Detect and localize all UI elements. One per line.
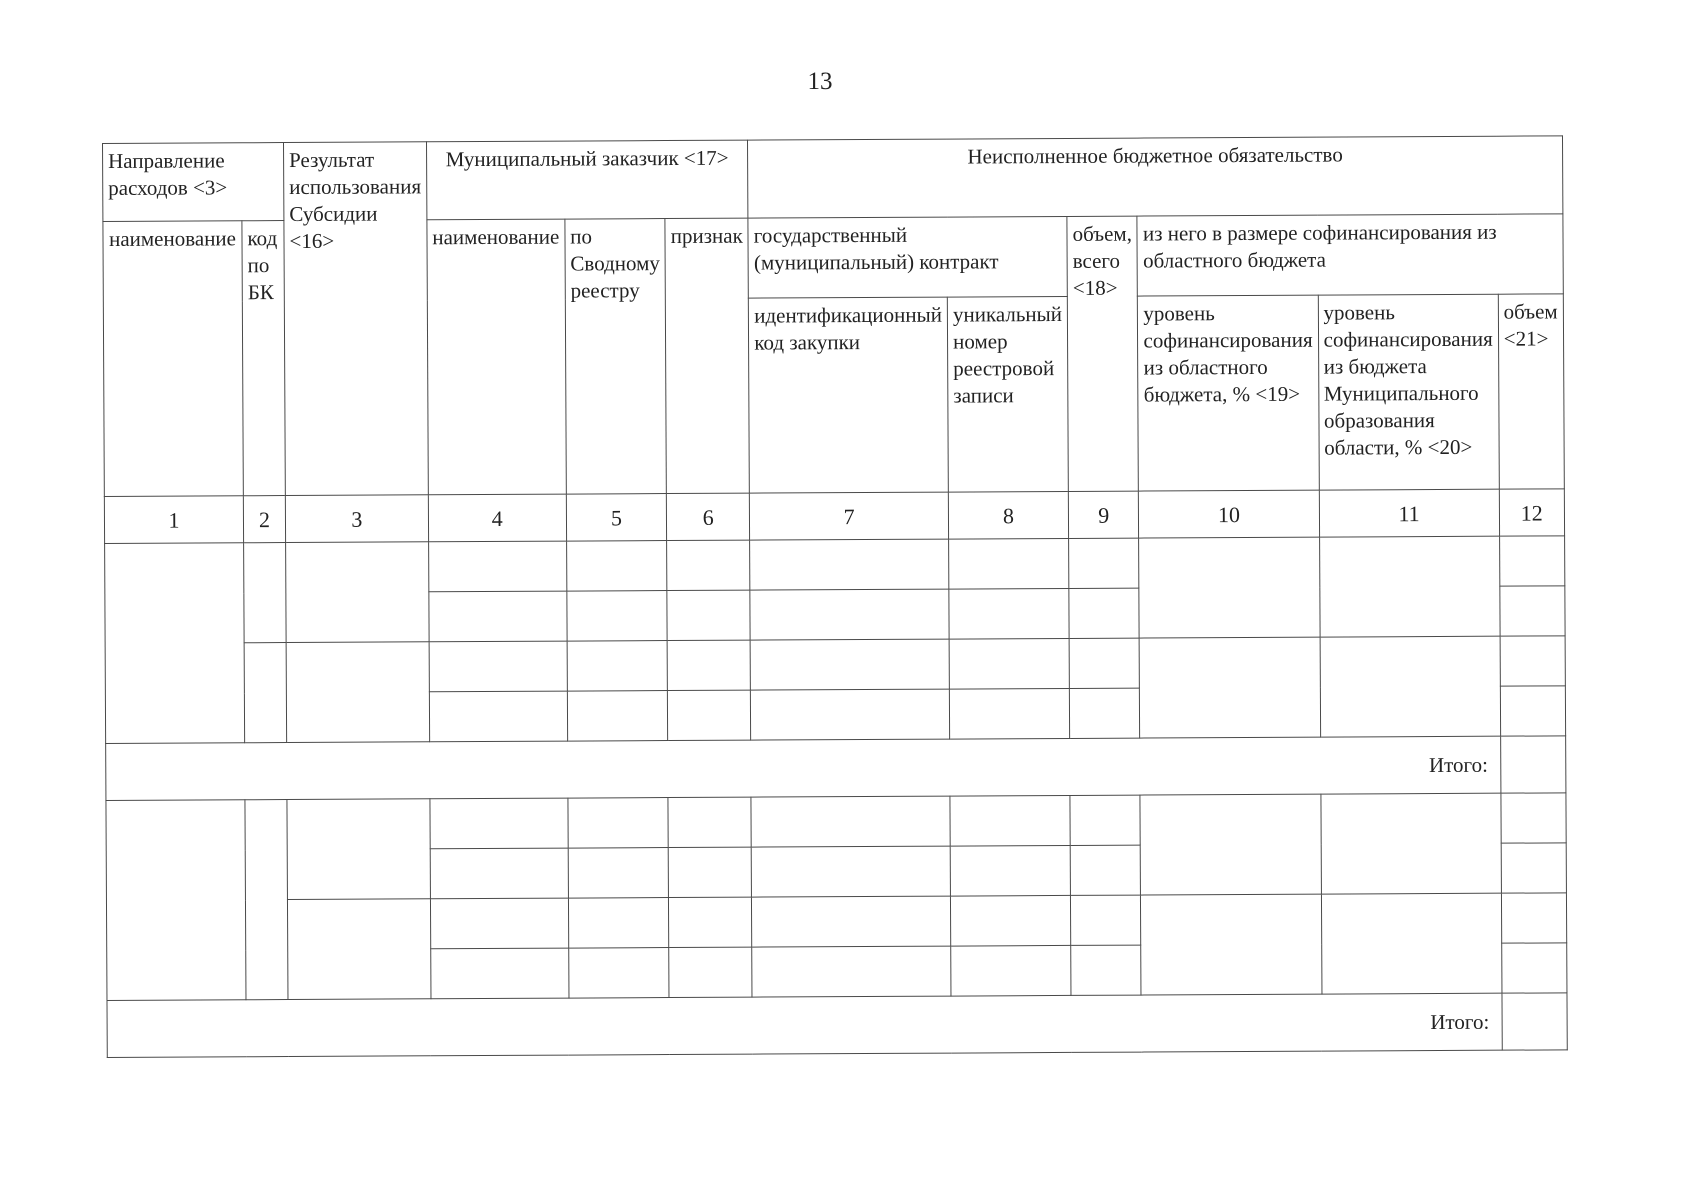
table-cell <box>429 691 567 742</box>
table-cell <box>752 946 951 997</box>
direction-name-cell <box>106 800 246 1001</box>
table-cell <box>1501 893 1566 943</box>
total-value-cell <box>1502 993 1567 1050</box>
table-cell <box>669 947 752 997</box>
municipal-level-cell <box>1320 636 1501 737</box>
column-number: 6 <box>667 493 750 540</box>
table-cell <box>949 588 1069 639</box>
table-cell <box>949 638 1069 689</box>
header-customer-registry: по Сводному реестру <box>565 219 667 495</box>
table-cell <box>1071 945 1142 995</box>
table-cell <box>669 897 752 947</box>
column-number: 5 <box>566 494 667 542</box>
table-cell <box>1500 636 1565 686</box>
header-regional-level: уровень софинансирования из областного бюджета, % <19> <box>1138 295 1319 491</box>
table-cell <box>567 691 668 742</box>
header-customer-sign: признак <box>665 218 749 493</box>
table-cell <box>568 948 669 999</box>
table-cell <box>568 798 669 849</box>
column-number: 2 <box>243 496 285 543</box>
total-label: Итого: <box>107 993 1502 1057</box>
subsidy-result-cell <box>286 542 429 643</box>
table-cell <box>566 541 667 592</box>
table-cell <box>1069 638 1140 688</box>
table-cell <box>751 689 950 740</box>
column-number: 11 <box>1319 489 1499 537</box>
table-cell <box>1070 845 1141 895</box>
direction-code-cell <box>244 543 287 643</box>
table-cell <box>667 590 750 640</box>
table-cell <box>1070 895 1141 945</box>
header-direction: Направление расходов <3> <box>103 143 284 222</box>
header-customer: Муниципальный заказчик <17> <box>426 140 748 220</box>
table-cell <box>567 641 668 692</box>
table-cell <box>668 847 751 897</box>
column-number: 4 <box>428 494 566 542</box>
table-cell <box>1499 586 1564 636</box>
column-number: 3 <box>285 495 428 543</box>
regional-level-cell <box>1140 794 1321 895</box>
column-number: 10 <box>1139 490 1319 538</box>
table-cell <box>1501 843 1566 893</box>
table-cell <box>1069 538 1140 588</box>
header-contract: государственный (муниципальный) контракт <box>748 216 1067 298</box>
header-cofin-volume: объем <21> <box>1498 294 1564 489</box>
table-cell <box>428 541 566 592</box>
column-number: 1 <box>104 496 243 544</box>
table-cell <box>429 591 567 642</box>
table-cell <box>1501 793 1566 843</box>
table-cell <box>950 795 1070 846</box>
table-cell <box>430 898 568 949</box>
table-cell <box>1069 688 1140 738</box>
column-number: 9 <box>1068 491 1139 538</box>
subsidy-result-cell <box>286 642 429 743</box>
table-cell <box>949 538 1069 589</box>
table-cell <box>430 798 568 849</box>
table-cell <box>750 639 949 690</box>
subsidy-result-cell <box>287 899 430 1000</box>
table-cell <box>668 797 751 847</box>
column-number: 7 <box>750 492 949 540</box>
municipal-level-cell <box>1320 793 1501 894</box>
header-direction-name: наименование <box>103 221 243 497</box>
table-cell <box>750 539 949 590</box>
table-cell <box>667 540 750 590</box>
subsidy-obligations-table <box>102 135 1568 1058</box>
table-cell <box>1500 686 1565 736</box>
table-cell <box>751 796 950 847</box>
table-cell <box>1501 943 1566 993</box>
table-cell <box>667 640 750 690</box>
table-cell <box>1069 588 1140 638</box>
table-cell <box>431 948 569 999</box>
subsidy-result-cell <box>287 799 430 900</box>
table-cell <box>430 848 568 899</box>
table-cell <box>950 845 1070 896</box>
table-cell <box>751 846 950 897</box>
table-cell <box>567 591 668 642</box>
regional-level-cell <box>1140 637 1321 738</box>
table-cell <box>1499 536 1564 586</box>
header-volume-total: объем, всего <18> <box>1067 216 1139 491</box>
municipal-level-cell <box>1321 893 1502 994</box>
header-direction-code: код по БК <box>242 221 285 496</box>
table-cell <box>750 589 949 640</box>
header-subsidy-result: Результат использования Субсидии <16> <box>284 142 429 496</box>
table-cell <box>568 898 669 949</box>
direction-code-cell <box>244 643 287 743</box>
column-number: 8 <box>948 491 1068 539</box>
municipal-level-cell <box>1319 536 1500 637</box>
table-cell <box>568 848 669 899</box>
page-number: 13 <box>807 68 833 95</box>
table-cell <box>752 896 951 947</box>
total-value-cell <box>1500 736 1565 793</box>
header-customer-name: наименование <box>427 219 566 495</box>
header-procurement-code: идентификационный код закупки <box>749 297 949 493</box>
regional-level-cell <box>1139 537 1320 638</box>
direction-code-cell <box>245 800 288 1000</box>
regional-level-cell <box>1141 894 1322 995</box>
table-cell <box>949 688 1069 739</box>
header-municipal-level: уровень софинансирования из бюджета Муниципального образования области, % <20> <box>1318 294 1499 490</box>
table-cell <box>951 945 1071 996</box>
column-number: 12 <box>1499 489 1564 536</box>
header-registry-number: уникальный номер реестровой записи <box>947 296 1068 492</box>
table-cell <box>1070 795 1141 845</box>
direction-name-cell <box>105 543 245 744</box>
total-label: Итого: <box>106 736 1501 800</box>
table-cell <box>950 895 1070 946</box>
table-cell <box>668 690 751 740</box>
header-cofinancing: из него в размере софинансирования из областного бюджета <box>1137 214 1563 296</box>
table-cell <box>429 641 567 692</box>
header-obligation: Неисполненное бюджетное обязательство <box>748 136 1563 218</box>
